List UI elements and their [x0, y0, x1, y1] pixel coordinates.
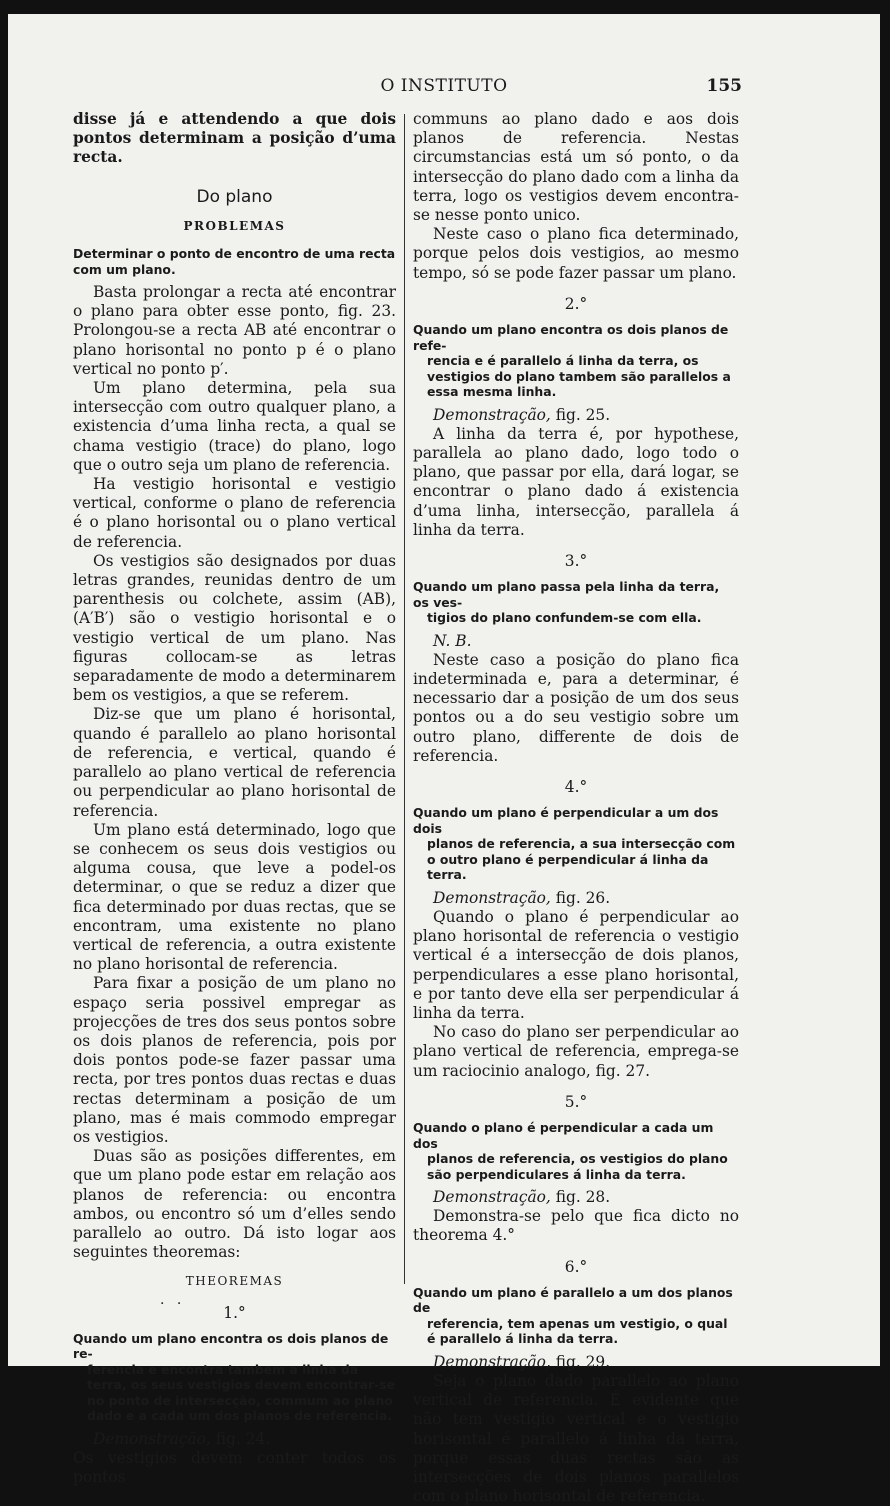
figure-reference: fig. 25. [555, 405, 611, 424]
demonstration-line [73, 1430, 396, 1449]
theorem-number: 5.° [564, 1092, 588, 1111]
paragraph: Demonstra-se pelo que fica dicto no theorema 4.° [413, 1207, 739, 1245]
paragraph: Seja o plano dado parallelo ao plano vertical de referencia. É evidente que não tem vestigio vertical e o vestigio horisontal é parallelo á linha da terra, porque essas duas rectas são as intersecções de dois planos parallelos com o plano horisontal de referencia. [413, 1372, 739, 1506]
paragraph: Quando o plano é perpendicular ao plano horisontal de referencia o vestigio vertical é a intersecção de dois planos, perpendiculares a esse plano horisontal, e por tanto deve ella ser perpendicular á linha da terra. [413, 907, 739, 1022]
paragraph: Basta prolongar a recta até encontrar o plano para obter esse ponto, fig. 23. Prolongou-se a recta AB até encontrar o plano horisontal no ponto p é o plano vertical no ponto p′. [73, 283, 396, 378]
right-column [413, 110, 739, 1506]
theorem-statement-first: Quando o plano é perpendicular a cada um dos [413, 1120, 714, 1151]
figure-reference: fig. 24. [215, 1429, 271, 1448]
theorem-statement [413, 1120, 739, 1182]
paragraph: Ha vestigio horisontal e vestigio vertical, conforme o plano de referencia é o plano horisontal ou o plano vertical de referencia. [73, 475, 396, 551]
theorem-statement-rest: referencia, tem apenas um vestigio, o qual é parallelo á linha da terra. [427, 1315, 728, 1347]
theorem-statement-rest: planos de referencia, a sua intersecção com o outro plano é perpendicular á linha da terra. [427, 836, 736, 883]
paragraph: No caso do plano ser perpendicular ao plano vertical de referencia, emprega-se um raciocinio analogo, fig. 27. [413, 1023, 739, 1080]
column-divider [404, 114, 405, 1284]
paragraph: Os vestigios devem conter todos os pontos [73, 1448, 396, 1487]
theorem-number: 2.° [564, 294, 588, 313]
book-page [8, 14, 880, 1506]
theoremas-heading: THEOREMAS [185, 1274, 284, 1289]
theorem-statement-first: Quando um plano encontra os dois planos de re- [73, 1330, 389, 1362]
figure-reference: fig. 28. [555, 1188, 611, 1207]
paragraph: Diz-se que um plano é horisontal, quando é parallelo ao plano horisontal de referencia, e vertical, quando é parallelo ao plano vertical de referencia ou perpendicular ao plano horisontal de referencia. [73, 705, 396, 820]
page-number: 155 [706, 76, 742, 96]
left-column [73, 110, 396, 1487]
signature-marks: . . [160, 1292, 186, 1308]
theorem-number: 4.° [564, 778, 588, 797]
theorem-statement-rest: tigios do plano confundem-se com ella. [427, 610, 702, 626]
theorem-statement [413, 805, 739, 883]
demonstration-label: Demonstração, [433, 888, 551, 907]
problem-statement [73, 246, 396, 277]
nota-bene: N. B. [433, 631, 472, 650]
theorem-statement [413, 322, 739, 400]
paragraph: Para fixar a posição de um plano no espaço seria possivel empregar as projecções de tres dos seus pontos sobre os dois planos de referencia, pois por dois pontos pode-se fazer passar uma recta, por tres pontos duas rectas e duas rectas determinam a posição de um plano, mas é mais commodo empregar os vestigios. [73, 974, 396, 1146]
theorem-statement-first: Quando um plano passa pela linha da terra, os ves- [413, 579, 720, 610]
paragraph: communs ao plano dado e aos dois planos de referencia. Nestas circumstancias está um só ponto, o da intersecção do plano dado com a linha da terra, logo os vestigios devem encontra-se nesse ponto unico. [413, 110, 739, 225]
theorem-statement [413, 1285, 739, 1347]
figure-reference: fig. 26. [555, 888, 611, 907]
paragraph: Neste caso a posição do plano fica indeterminada e, para a determinar, é necessario dar a posição de um dos seus pontos ou a do seu vestigio sobre um outro plano, differente de dois de referencia. [413, 650, 739, 765]
problem-statement-text: Determinar o ponto de encontro de uma recta com um plano. [73, 246, 396, 277]
theorem-statement [413, 579, 739, 626]
journal-title: O INSTITUTO [380, 76, 508, 96]
demonstration-label: Demonstração, [93, 1429, 211, 1448]
paragraph: Neste caso o plano fica determinado, porque pelos dois vestigios, ao mesmo tempo, só se pode fazer passar um plano. [413, 225, 739, 282]
theorem-number: 6.° [564, 1257, 588, 1276]
paragraph: Um plano está determinado, logo que se conhecem os seus dois vestigios ou alguma cousa, que leve a podel-os determinar, o que se reduz a dizer que fica determinado por duas rectas, que se encontram, uma existente no plano vertical de referencia, a outra existente no plano horisontal de referencia. [73, 820, 396, 974]
theorem-number: 3.° [564, 551, 588, 570]
theorem-statement-rest: ferencia e encontra tambem a linha da terra, os seus vestigios devem encontrar-se no ponto de intersecção, commum ao plano dado e a cada um dos planos de referencia. [87, 1361, 396, 1424]
theorem-statement [73, 1331, 396, 1424]
theorem-number: 1.° [223, 1303, 246, 1322]
theorem-statement-first: Quando um plano é parallelo a um dos planos de [413, 1284, 733, 1316]
intro-text: disse já e attendendo a que dois pontos determinam a posição d’uma recta. [73, 110, 396, 167]
demonstration-line [413, 406, 739, 425]
problemas-heading: PROBLEMAS [183, 218, 286, 233]
demonstration-line [413, 1188, 739, 1207]
demonstration-label: Demonstração, [433, 1352, 551, 1371]
demonstration-label: Demonstração, [433, 405, 551, 424]
theorem-statement-first: Quando um plano é perpendicular a um dos dois [413, 805, 719, 836]
theorem-statement-first: Quando um plano encontra os dois planos de refe- [413, 322, 729, 353]
demonstration-line [413, 1353, 739, 1372]
figure-reference: fig. 29. [555, 1352, 611, 1371]
paragraph: Duas são as posições differentes, em que um plano pode estar em relação aos planos de referencia: ou encontra ambos, ou encontro só um d’elles sendo parallelo ao outro. Dá isto logar aos seguintes theoremas: [73, 1147, 396, 1262]
demonstration-label: Demonstração, [433, 1188, 551, 1207]
paragraph: A linha da terra é, por hypothese, parallela ao plano dado, logo todo o plano, que passar por ella, dará logar, se encontrar o plano dado á existencia d’uma linha, intersecção, parallela á linha da terra. [413, 424, 739, 539]
theorem-statement-rest: planos de referencia, os vestigios do plano são perpendiculares á linha da terra. [427, 1151, 728, 1182]
demonstration-line [413, 889, 739, 908]
section-title: Do plano [196, 186, 273, 207]
paragraph: Os vestigios são designados por duas letras grandes, reunidas dentro de um parenthesis ou colchete, assim (AB), (A′B′) são o vestigio horisontal e o vestigio vertical de um plano. Nas figuras collocam-se as letras separadamente de modo a determinarem bem os vestigios, a que se referem. [73, 551, 396, 705]
paragraph: Um plano determina, pela sua intersecção com outro qualquer plano, a existencia d’uma linha recta, a qual se chama vestigio (trace) do plano, logo que o outro seja um plano de referencia. [73, 379, 396, 474]
running-header [8, 76, 880, 100]
theorem-statement-rest: rencia e é parallelo á linha da terra, os vestigios do plano tambem são parallelos a essa mesma linha. [427, 353, 731, 400]
